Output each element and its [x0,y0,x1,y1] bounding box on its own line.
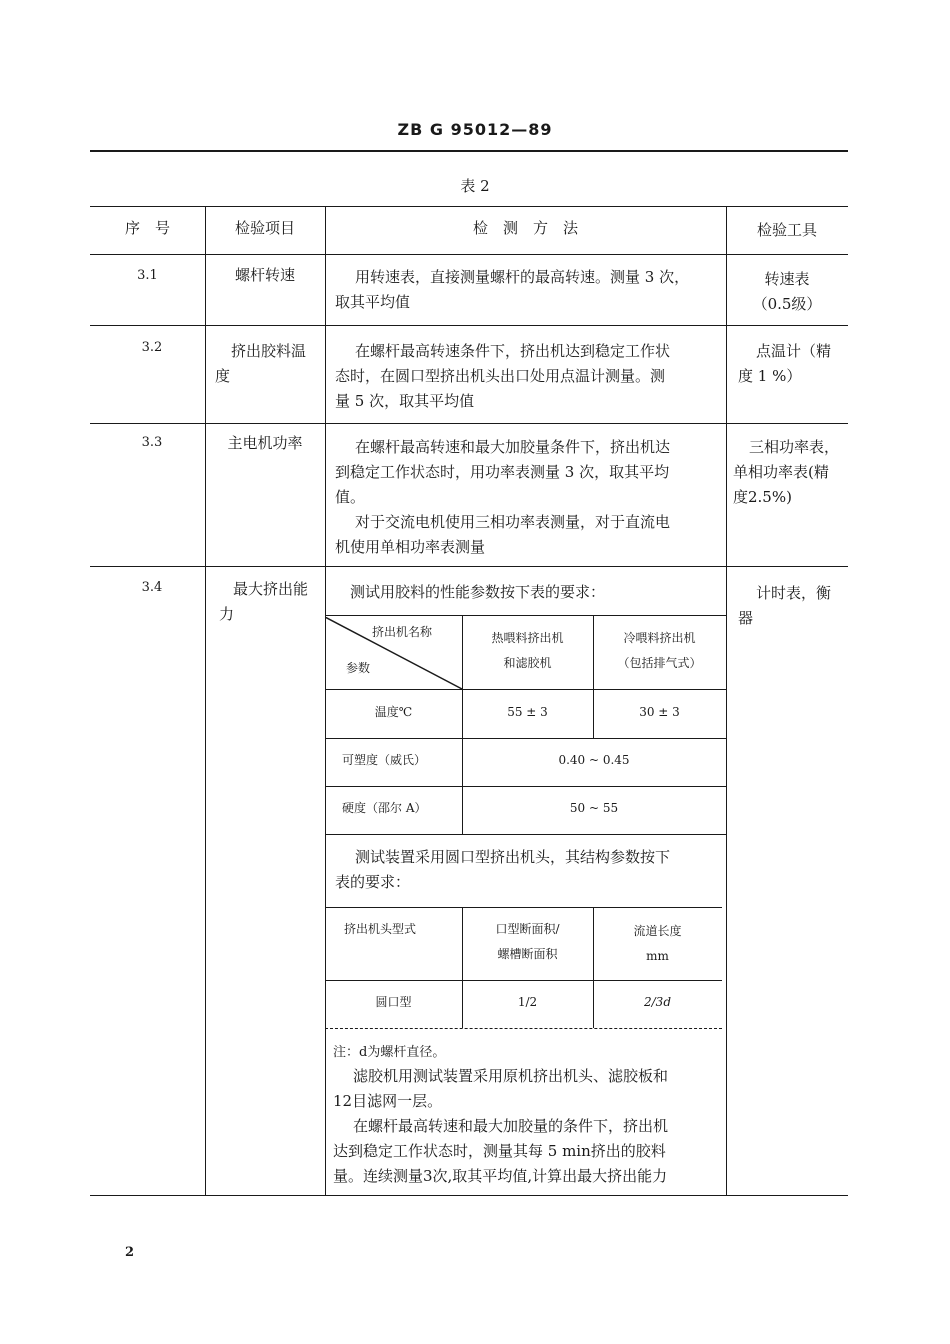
cold-feed-extruder-header: 冷喂料挤出机 （包括排气式） [617,631,702,670]
die-type-header: 挤出机头型式 [344,922,417,936]
method-intro: 测试用胶料的性能参数按下表的要求： [350,583,606,601]
temperature-hot-value: 55 ± 3 [507,705,548,719]
row-border-3 [90,566,848,567]
hardness-value: 50 ~ 55 [569,801,619,815]
table-caption: 表 2 [460,177,490,195]
channel-length-header: 流道长度 mm [633,924,682,963]
temperature-label: 温度℃ [374,705,413,719]
row-tool: 三相功率表， 单相功率表(精 度2.5%) [733,438,840,506]
row-method: 在螺杆最高转速和最大加胶量条件下，挤出机达 到稳定工作状态时，用功率表测量 3 次，取其平均 值。 对于交流电机使用三相功率表测量，对于直流电 机使用单相功率表测量 [335,438,671,556]
header-rule [90,150,848,152]
area-ratio-value: 1/2 [517,995,538,1009]
temperature-cold-value: 30 ± 3 [639,705,680,719]
row-item: 挤出胶料温 度 [215,342,307,385]
corner-header-bottom: 参数 [346,661,371,675]
hardness-label: 硬度（邵尔 A） [342,801,427,815]
area-ratio-header: 口型断面积/ 螺槽断面积 [495,922,560,961]
method-device: 测试装置采用圆口型挤出机头，其结构参数按下 表的要求： [335,848,671,891]
sub1-border [325,786,726,787]
channel-length-value: 2/3d [644,995,671,1009]
col-divider-3 [726,206,727,1195]
sub2-border [325,1028,722,1029]
row-no: 3.3 [141,435,163,450]
row-border-1 [90,325,848,326]
row-no: 3.1 [137,268,158,283]
table-note: 注：d为螺杆直径。 [333,1045,446,1060]
plasticity-value: 0.40 ~ 0.45 [558,753,630,767]
row-tool: 计时表，衡 器 [738,584,832,627]
row-item: 螺杆转速 [234,266,295,284]
hot-feed-extruder-header: 热喂料挤出机 和滤胶机 [491,631,564,670]
col-header-no: 序 号 [124,219,170,237]
col-header-tool: 检验工具 [756,221,817,239]
sub1-border [325,834,726,835]
page-number: 2 [125,1245,135,1260]
row-tool: 转速表 （0.5级） [752,270,822,313]
sub2-border [325,907,722,908]
die-type-value: 圆口型 [375,995,412,1009]
header-row-border [90,254,848,255]
row-border-2 [90,423,848,424]
plasticity-label: 可塑度（威氏） [342,753,427,767]
table-bottom-border [90,1195,848,1196]
sub2-border [325,980,722,981]
sub1-border [325,615,726,616]
row-no: 3.2 [141,340,163,355]
row-item: 主电机功率 [227,434,303,452]
row-no: 3.4 [141,580,163,595]
row-method: 在螺杆最高转速条件下，挤出机达到稳定工作状 态时，在圆口型挤出机头出口处用点温计测量。测 量 5 次，取其平均值 [335,342,671,410]
corner-header-top: 挤出机名称 [372,625,433,639]
row-method: 用转速表，直接测量螺杆的最高转速。测量 3 次， 取其平均值 [335,268,690,311]
standard-code: ZB G 95012—89 [397,120,553,139]
col-header-method: 检 测 方 法 [472,219,578,237]
row-item: 最大挤出能 力 [219,580,309,623]
table-top-border [90,206,848,207]
method-tail: 滤胶机用测试装置采用原机挤出机头、滤胶板和 12目滤网一层。 在螺杆最高转速和最大加胶量的条件下，挤出机 达到稳定工作状态时，测量其每 5 min挤出的胶料 量。连续测量3次,取其平均值,计算出最大挤出能力 [333,1067,669,1185]
col-header-item: 检验项目 [234,219,295,237]
sub1-border [325,738,726,739]
row-tool: 点温计（精 度 1 %） [738,342,832,385]
